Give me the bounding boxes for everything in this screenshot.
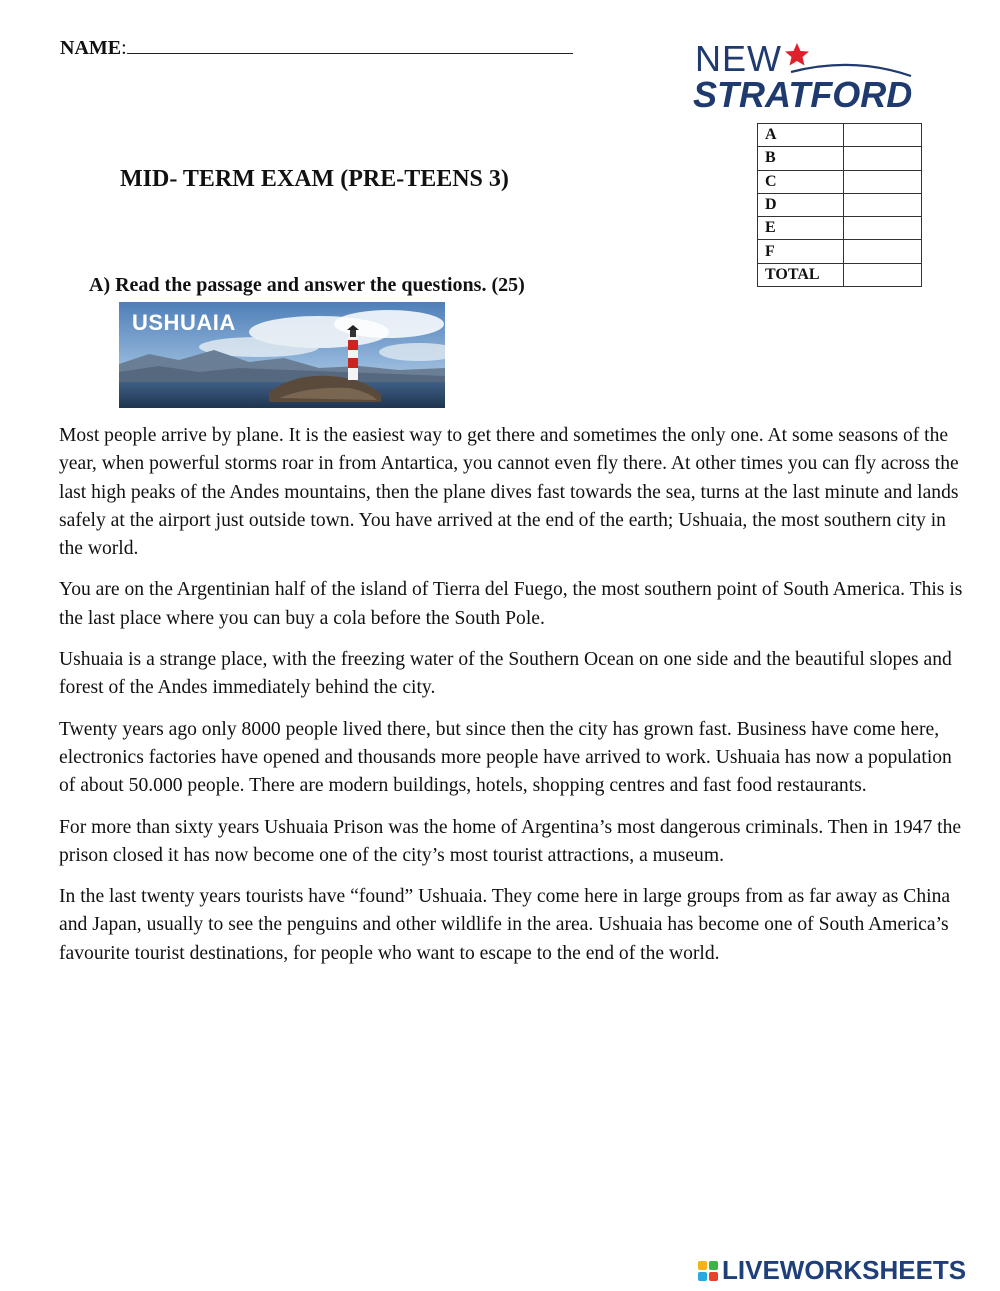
- score-row-value[interactable]: [844, 193, 922, 216]
- passage-paragraph: For more than sixty years Ushuaia Prison was the home of Argentina’s most dangerous criminals. Then in 1947 the prison closed it has now become one of the city’s most tourist attractions, a museum.: [59, 816, 962, 866]
- logo-square: [709, 1272, 718, 1281]
- logo-square: [709, 1261, 718, 1270]
- exam-title: MID- TERM EXAM (PRE-TEENS 3): [120, 166, 509, 192]
- score-row-label: F: [758, 240, 844, 263]
- passage-paragraph: Ushuaia is a strange place, with the freezing water of the Southern Ocean on one side and the beautiful slopes and forest of the Andes immediately behind the city.: [59, 649, 952, 699]
- score-row-label: C: [758, 170, 844, 193]
- passage-paragraph: Most people arrive by plane. It is the easiest way to get there and sometimes the only one. At some seasons of the year, when powerful storms roar in from Antartica, you cannot even fly there. At other times you can fly across the last high peaks of the Andes mountains, then the plane dives fast towards the sea, turns at the last minute and lands safely at the airport just outside town. You have arrived at the end of the earth; Ushuaia, the most southern city in the world.: [59, 425, 959, 560]
- score-row-value[interactable]: [844, 124, 922, 147]
- score-row: [758, 170, 922, 193]
- logo-square: [698, 1272, 707, 1281]
- reading-passage: [59, 422, 964, 981]
- score-row-value[interactable]: [844, 263, 922, 286]
- passage-paragraph: You are on the Argentinian half of the island of Tierra del Fuego, the most southern point of South America. This is the last place where you can buy a cola before the South Pole.: [59, 579, 963, 629]
- score-row-label: E: [758, 217, 844, 240]
- score-row-label: B: [758, 147, 844, 170]
- score-row-label: A: [758, 124, 844, 147]
- score-row: [758, 217, 922, 240]
- liveworksheets-logo: [698, 1255, 966, 1286]
- name-label: NAME: [60, 37, 122, 59]
- score-row-value[interactable]: [844, 147, 922, 170]
- passage-paragraph: Twenty years ago only 8000 people lived there, but since then the city has grown fast. Business have come here, electronics factories have opened and thousands more people have arrived to work. Ushuaia has now a population of about 50.000 people. There are modern buildings, hotels, shopping centres and fast food restaurants.: [59, 718, 952, 797]
- logo-new-text: NEW: [695, 38, 782, 79]
- score-row: [758, 240, 922, 263]
- score-row: [758, 263, 922, 286]
- score-row: [758, 193, 922, 216]
- score-row-value[interactable]: [844, 217, 922, 240]
- banner-caption: USHUAIA: [132, 310, 236, 335]
- score-row-label: TOTAL: [758, 263, 844, 286]
- score-row-label: D: [758, 193, 844, 216]
- liveworksheets-wordmark: LIVEWORKSHEETS: [722, 1255, 967, 1285]
- score-row: [758, 147, 922, 170]
- logo-square: [698, 1261, 707, 1270]
- liveworksheets-icon: [698, 1261, 718, 1281]
- name-field[interactable]: [60, 36, 573, 60]
- name-colon: :: [121, 37, 127, 59]
- score-row-value[interactable]: [844, 240, 922, 263]
- score-row-value[interactable]: [844, 170, 922, 193]
- name-blank-line[interactable]: [127, 36, 573, 54]
- passage-paragraph: In the last twenty years tourists have “found” Ushuaia. They come here in large groups from as far away as China and Japan, usually to see the penguins and other wildlife in the area. Ushuaia has become one of South America’s favourite tourist destinations, for people who want to escape to the end of the world.: [59, 886, 951, 964]
- section-a-heading: A) Read the passage and answer the questions. (25): [89, 274, 525, 296]
- score-table: [757, 123, 922, 287]
- new-stratford-logo: [693, 38, 918, 114]
- score-row: [758, 124, 922, 147]
- logo-stratford-text: STRATFORD: [693, 74, 913, 115]
- ushuaia-banner-image: [119, 302, 445, 408]
